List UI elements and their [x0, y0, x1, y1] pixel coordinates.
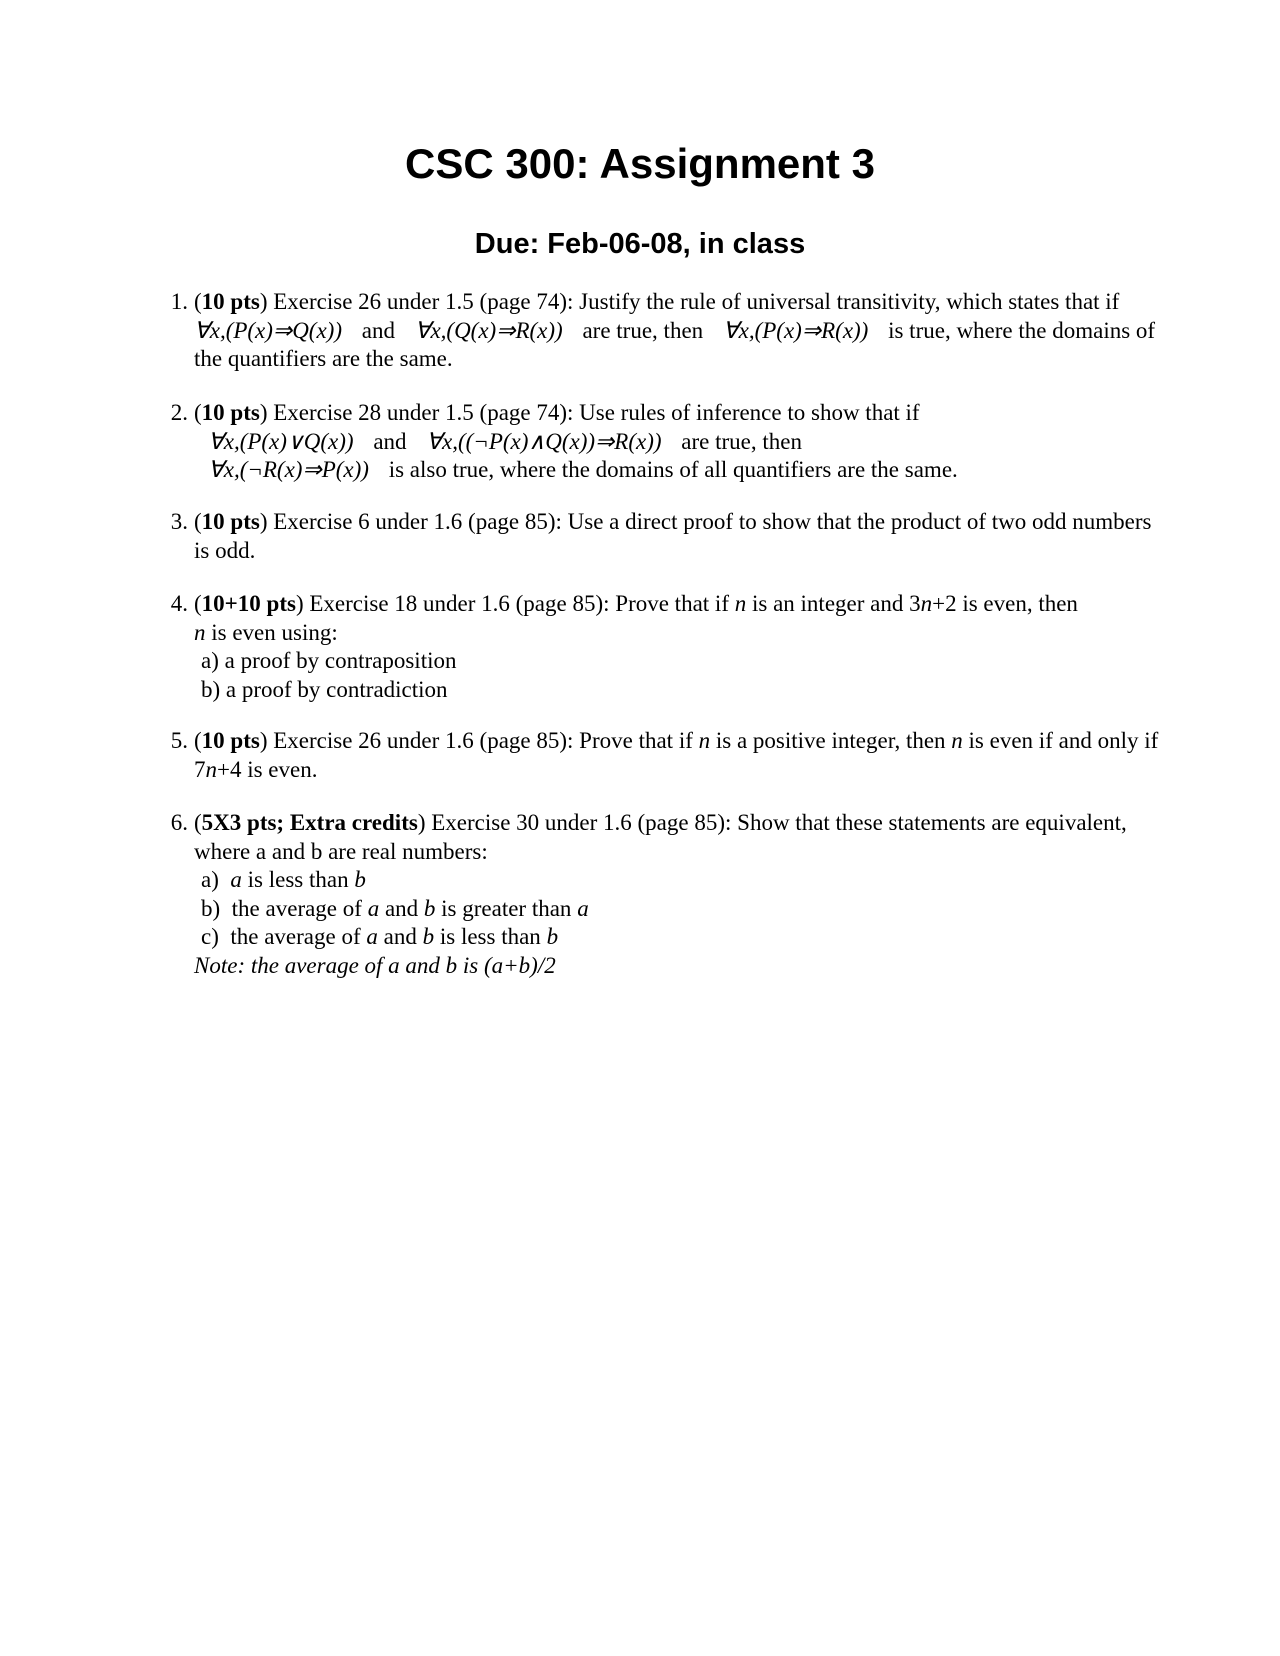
- question-text: is true, where the domains of the quantifiers are the same.: [194, 317, 1156, 371]
- points: 5X3 pts; Extra credits: [201, 810, 418, 835]
- question-number: 3.: [170, 509, 188, 534]
- question-text: Exercise 18 under 1.6 (page 85): Prove that if: [309, 591, 729, 616]
- variable: b: [546, 924, 559, 949]
- conjunction: and: [361, 317, 395, 343]
- question-1: 1. (10 pts) Exercise 26 under 1.5 (page 74): Justify the rule of universal transitivity, which states that if ∀x,(P(x)⇒Q(x)) and ∀x,(Q(x)⇒R(x)) are true, then ∀x,(P(x)⇒R(x)) is true, where the domains of the quantifiers are the same.: [160, 288, 1160, 374]
- sub-item-text: the average of: [231, 895, 362, 921]
- formula: ∀x,(Q(x)⇒R(x)): [414, 317, 563, 343]
- question-number: 2.: [170, 400, 188, 425]
- question-6: 6. (5X3 pts; Extra credits) Exercise 30 under 1.6 (page 85): Show that these statements are equivalent, where a and b are real numbers: a) a is less than b b) the average of a and b is greater than a c) the average of a and b is less than b Note: the average of a and b is (a+b)/2: [160, 809, 1160, 980]
- variable: b: [423, 895, 436, 921]
- question-number: 4.: [170, 591, 188, 616]
- question-text: Exercise 6 under 1.6 (page 85): Use a direct proof to show that the product of two odd numbers is odd.: [194, 509, 1152, 563]
- question-number: 6.: [170, 810, 188, 835]
- question-text: is also true, where the domains of all quantifiers are the same.: [388, 457, 958, 482]
- sub-item-label: a): [201, 867, 219, 892]
- sub-item-text: is greater than: [441, 895, 572, 921]
- variable: b: [422, 924, 435, 949]
- sub-item-b: b) a proof by contradiction: [201, 676, 448, 702]
- variable: n: [205, 756, 217, 782]
- question-text: +4 is even.: [217, 756, 318, 782]
- conjunction: and: [384, 895, 419, 921]
- variable: a: [230, 867, 242, 892]
- points: 10+10 pts: [201, 591, 296, 616]
- question-2: 2. (10 pts) Exercise 28 under 1.5 (page 74): Use rules of inference to show that if ∀x,(P(x)∨Q(x)) and ∀x,((¬P(x)∧Q(x))⇒R(x)) are true, then ∀x,(¬R(x)⇒P(x)) is also true, where the domains of all quantifiers are the same.: [160, 399, 1160, 485]
- variable: n: [734, 591, 747, 616]
- points: 10 pts: [201, 289, 260, 314]
- question-4: 4. (10+10 pts) Exercise 18 under 1.6 (page 85): Prove that if n is an integer and 3n+2 is even, then n is even using: a) a proof by contraposition b) a proof by contradiction: [160, 590, 1160, 704]
- sub-item-a: a) a proof by contraposition: [201, 648, 457, 673]
- question-text: is even if and only if 7: [194, 728, 1159, 782]
- question-text: Exercise 26 under 1.6 (page 85): Prove that if: [273, 728, 693, 753]
- question-text: +2 is even, then: [932, 591, 1078, 616]
- note: Note: the average of a and b is (a+b)/2: [194, 952, 556, 978]
- question-3: 3. (10 pts) Exercise 6 under 1.6 (page 85): Use a direct proof to show that the product of two odd numbers is odd.: [160, 508, 1160, 565]
- conjunction: and: [373, 428, 407, 454]
- question-text: are true, then: [582, 317, 704, 343]
- variable: a: [577, 895, 589, 921]
- question-text: is an integer and 3: [751, 591, 921, 616]
- question-number: 5.: [170, 728, 188, 753]
- formula: ∀x,(¬R(x)⇒P(x)): [208, 457, 369, 482]
- points: 10 pts: [201, 728, 260, 753]
- sub-item-text: the average of: [230, 924, 361, 949]
- question-number: 1.: [170, 289, 188, 314]
- variable: n: [951, 728, 963, 753]
- variable: n: [194, 619, 206, 645]
- variable: n: [698, 728, 711, 753]
- due-date: Due: Feb-06-08, in class: [474, 228, 806, 260]
- page-title: CSC 300: Assignment 3: [405, 140, 875, 187]
- sub-item-c: [194, 923, 1160, 952]
- points: 10 pts: [201, 400, 260, 425]
- sub-item-b: [194, 895, 1160, 924]
- formula: ∀x,((¬P(x)∧Q(x))⇒R(x)): [426, 428, 662, 454]
- formula: ∀x,(P(x)⇒R(x)): [722, 317, 869, 343]
- question-text: is a positive integer, then: [715, 728, 946, 753]
- sub-item-label: b): [201, 895, 221, 921]
- sub-item-a: [194, 866, 1160, 895]
- conjunction: and: [383, 924, 417, 949]
- variable: n: [920, 591, 933, 616]
- formula: ∀x,(P(x)∨Q(x)): [208, 428, 354, 454]
- variable: a: [366, 924, 378, 949]
- question-text: are true, then: [681, 428, 802, 454]
- question-text: Exercise 30 under 1.6 (page 85): Show that these statements are equivalent, where a and b are real numbers:: [194, 810, 1127, 864]
- question-5: 5. (10 pts) Exercise 26 under 1.6 (page 85): Prove that if n is a positive integer, then n is even if and only if 7n+4 is even.: [160, 727, 1160, 784]
- variable: a: [367, 895, 380, 921]
- variable: b: [354, 867, 366, 892]
- question-text: Exercise 28 under 1.5 (page 74): Use rules of inference to show that if: [273, 400, 920, 425]
- sub-item-text: is less than: [439, 924, 541, 949]
- formula: ∀x,(P(x)⇒Q(x)): [194, 317, 342, 343]
- points: 10 pts: [201, 509, 260, 534]
- sub-item-text: is less than: [247, 867, 349, 892]
- question-text: is even using:: [211, 619, 338, 645]
- question-text: Exercise 26 under 1.5 (page 74): Justify the rule of universal transitivity, which states that if: [273, 289, 1120, 314]
- sub-item-label: c): [201, 924, 219, 949]
